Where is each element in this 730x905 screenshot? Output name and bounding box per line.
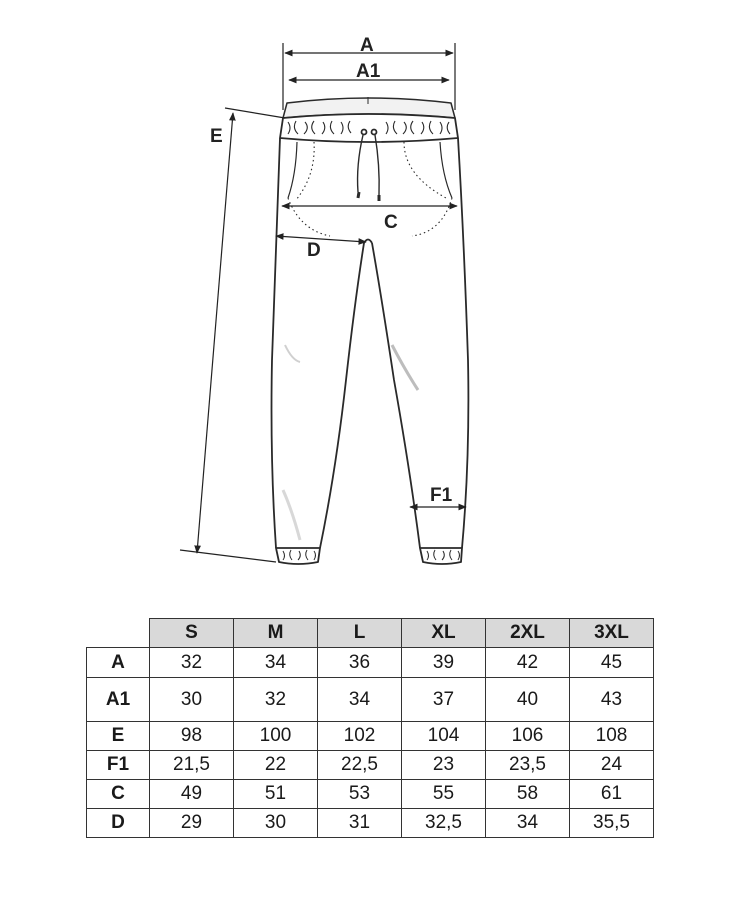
table-cell: 106 — [486, 722, 570, 751]
table-cell: 30 — [150, 678, 234, 722]
table-cell: 31 — [318, 809, 402, 838]
label-f1: F1 — [430, 485, 453, 506]
row-label: A1 — [87, 678, 150, 722]
table-cell: 49 — [150, 780, 234, 809]
table-cell: 100 — [234, 722, 318, 751]
table-row-a1 — [87, 678, 654, 722]
table-cell: 29 — [150, 809, 234, 838]
size-header-s: S — [150, 619, 234, 648]
size-header-row — [87, 619, 654, 648]
table-cell: 45 — [570, 648, 654, 678]
table-cell: 51 — [234, 780, 318, 809]
table-row-f1 — [87, 751, 654, 780]
row-label: C — [87, 780, 150, 809]
table-cell: 23 — [402, 751, 486, 780]
size-header-xl: XL — [402, 619, 486, 648]
table-cell: 53 — [318, 780, 402, 809]
row-label: D — [87, 809, 150, 838]
table-cell: 37 — [402, 678, 486, 722]
row-label: F1 — [87, 751, 150, 780]
label-a1: A1 — [356, 61, 381, 82]
label-d: D — [307, 240, 321, 261]
table-row-a — [87, 648, 654, 678]
table-cell: 104 — [402, 722, 486, 751]
table-cell: 55 — [402, 780, 486, 809]
table-cell: 24 — [570, 751, 654, 780]
table-cell: 58 — [486, 780, 570, 809]
label-e: E — [210, 126, 223, 147]
table-cell: 23,5 — [486, 751, 570, 780]
size-table — [86, 618, 654, 838]
table-cell: 32,5 — [402, 809, 486, 838]
table-cell: 34 — [318, 678, 402, 722]
table-cell: 102 — [318, 722, 402, 751]
table-cell: 22 — [234, 751, 318, 780]
table-cell: 22,5 — [318, 751, 402, 780]
size-header-m: M — [234, 619, 318, 648]
table-cell: 21,5 — [150, 751, 234, 780]
table-cell: 39 — [402, 648, 486, 678]
table-cell: 61 — [570, 780, 654, 809]
table-cell: 43 — [570, 678, 654, 722]
table-cell: 34 — [234, 648, 318, 678]
table-cell: 32 — [234, 678, 318, 722]
table-cell: 36 — [318, 648, 402, 678]
size-header-3xl: 3XL — [570, 619, 654, 648]
label-c: C — [384, 212, 398, 233]
table-cell: 35,5 — [570, 809, 654, 838]
table-cell: 32 — [150, 648, 234, 678]
table-row-c — [87, 780, 654, 809]
size-header-l: L — [318, 619, 402, 648]
table-cell: 40 — [486, 678, 570, 722]
table-row-d — [87, 809, 654, 838]
label-a: A — [360, 35, 374, 56]
table-cell: 42 — [486, 648, 570, 678]
table-corner — [87, 619, 150, 648]
table-cell: 34 — [486, 809, 570, 838]
size-header-2xl: 2XL — [486, 619, 570, 648]
table-row-e — [87, 722, 654, 751]
row-label: E — [87, 722, 150, 751]
table-cell: 30 — [234, 809, 318, 838]
table-cell: 108 — [570, 722, 654, 751]
table-cell: 98 — [150, 722, 234, 751]
row-label: A — [87, 648, 150, 678]
